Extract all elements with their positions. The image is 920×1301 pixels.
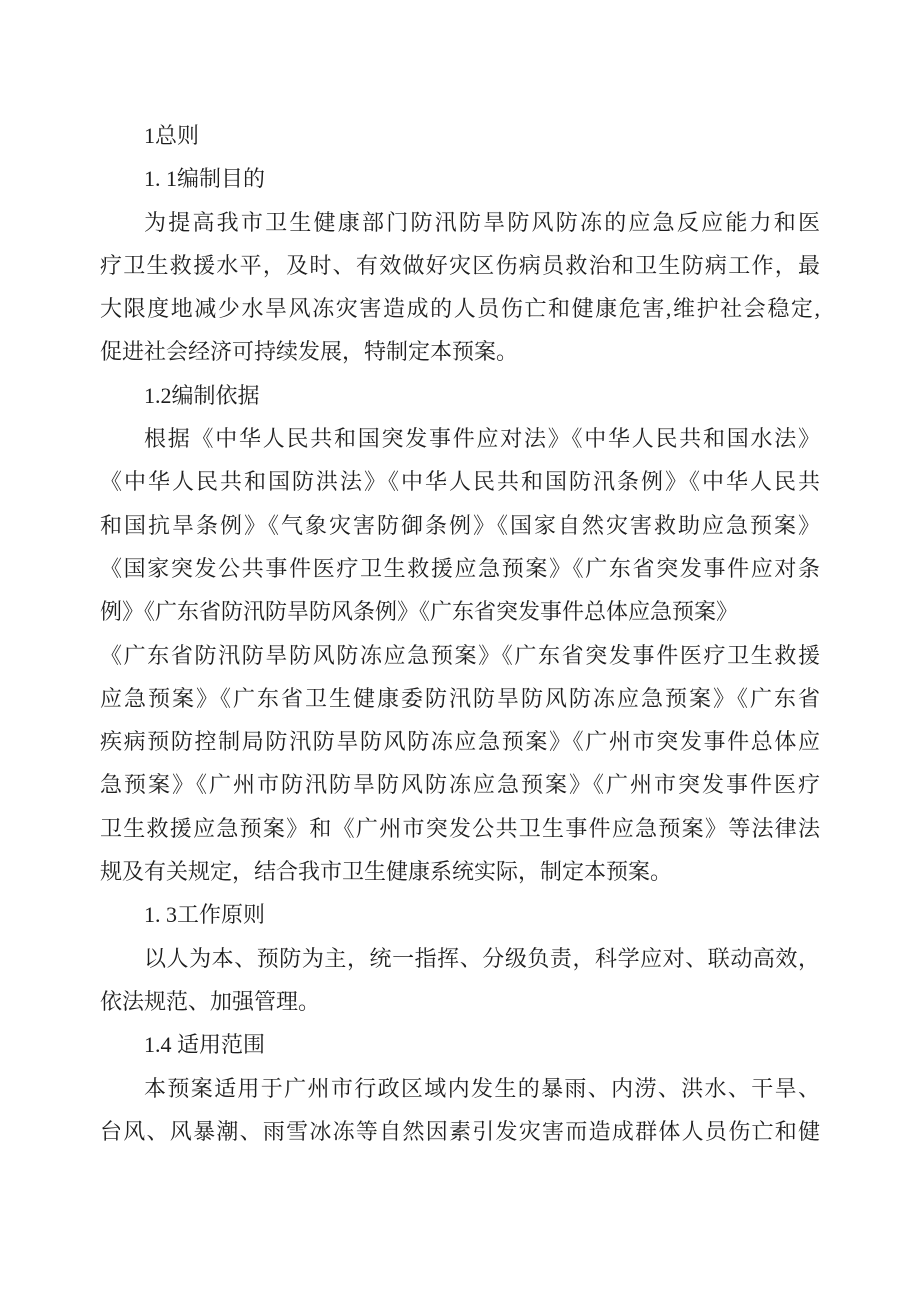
body-text-line: 大限度地减少水旱风冻灾害造成的人员伤亡和健康危害,维护社会稳定, [100,296,820,322]
document-text-block [100,114,820,1153]
body-text-line: 急预案》《广州市防汛防旱防风防冻应急预案》《广州市突发事件医疗 [100,772,820,798]
body-text-line: 和国抗旱条例》《气象灾害防御条例》《国家自然灾害救助应急预案》 [100,512,820,538]
body-text-line: 《中华人民共和国防洪法》《中华人民共和国防汛条例》《中华人民共 [100,469,820,495]
body-text-line: 疾病预防控制局防汛防旱防风防冻应急预案》《广州市突发事件总体应 [100,729,820,755]
body-text-line: 促进社会经济可持续发展，特制定本预案。 [100,339,519,365]
section-heading-line: 1.2编制依据 [144,382,260,408]
body-text-line: 本预案适用于广州市行政区域内发生的暴雨、内涝、洪水、干旱、 [144,1075,820,1101]
body-text-line: 台风、风暴潮、雨雪冰冻等自然因素引发灾害而造成群体人员伤亡和健 [100,1118,820,1144]
section-heading-line: 1. 3工作原则 [144,902,266,928]
body-text-line: 例》《广东省防汛防旱防风条例》《广东省突发事件总体应急预案》 [100,599,739,625]
body-text-line: 应急预案》《广东省卫生健康委防汛防旱防风防冻应急预案》《广东省 [100,685,820,711]
body-text-line: 根据《中华人民共和国突发事件应对法》《中华人民共和国水法》 [144,426,820,452]
body-text-line: 《国家突发公共事件医疗卫生救援应急预案》《广东省突发事件应对条 [100,555,820,581]
body-text-line: 卫生救援应急预案》和《广州市突发公共卫生事件应急预案》等法律法 [100,815,820,841]
body-text-line: 以人为本、预防为主，统一指挥、分级负责，科学应对、联动高效， [144,945,820,971]
body-text-line: 《广东省防汛防旱防风防冻应急预案》《广东省突发事件医疗卫生救援 [100,642,820,668]
section-heading-line: 1.4 适用范围 [144,1032,266,1058]
body-text-line: 为提高我市卫生健康部门防汛防旱防风防冻的应急反应能力和医 [144,209,820,235]
body-text-line: 依法规范、加强管理。 [100,988,321,1014]
section-heading-line: 1总则 [144,123,200,148]
section-heading-line: 1. 1编制目的 [144,166,266,192]
body-text-line: 规及有关规定，结合我市卫生健康系统实际，制定本预案。 [100,859,673,885]
body-text-line: 疗卫生救援水平，及时、有效做好灾区伤病员救治和卫生防病工作，最 [100,252,820,278]
